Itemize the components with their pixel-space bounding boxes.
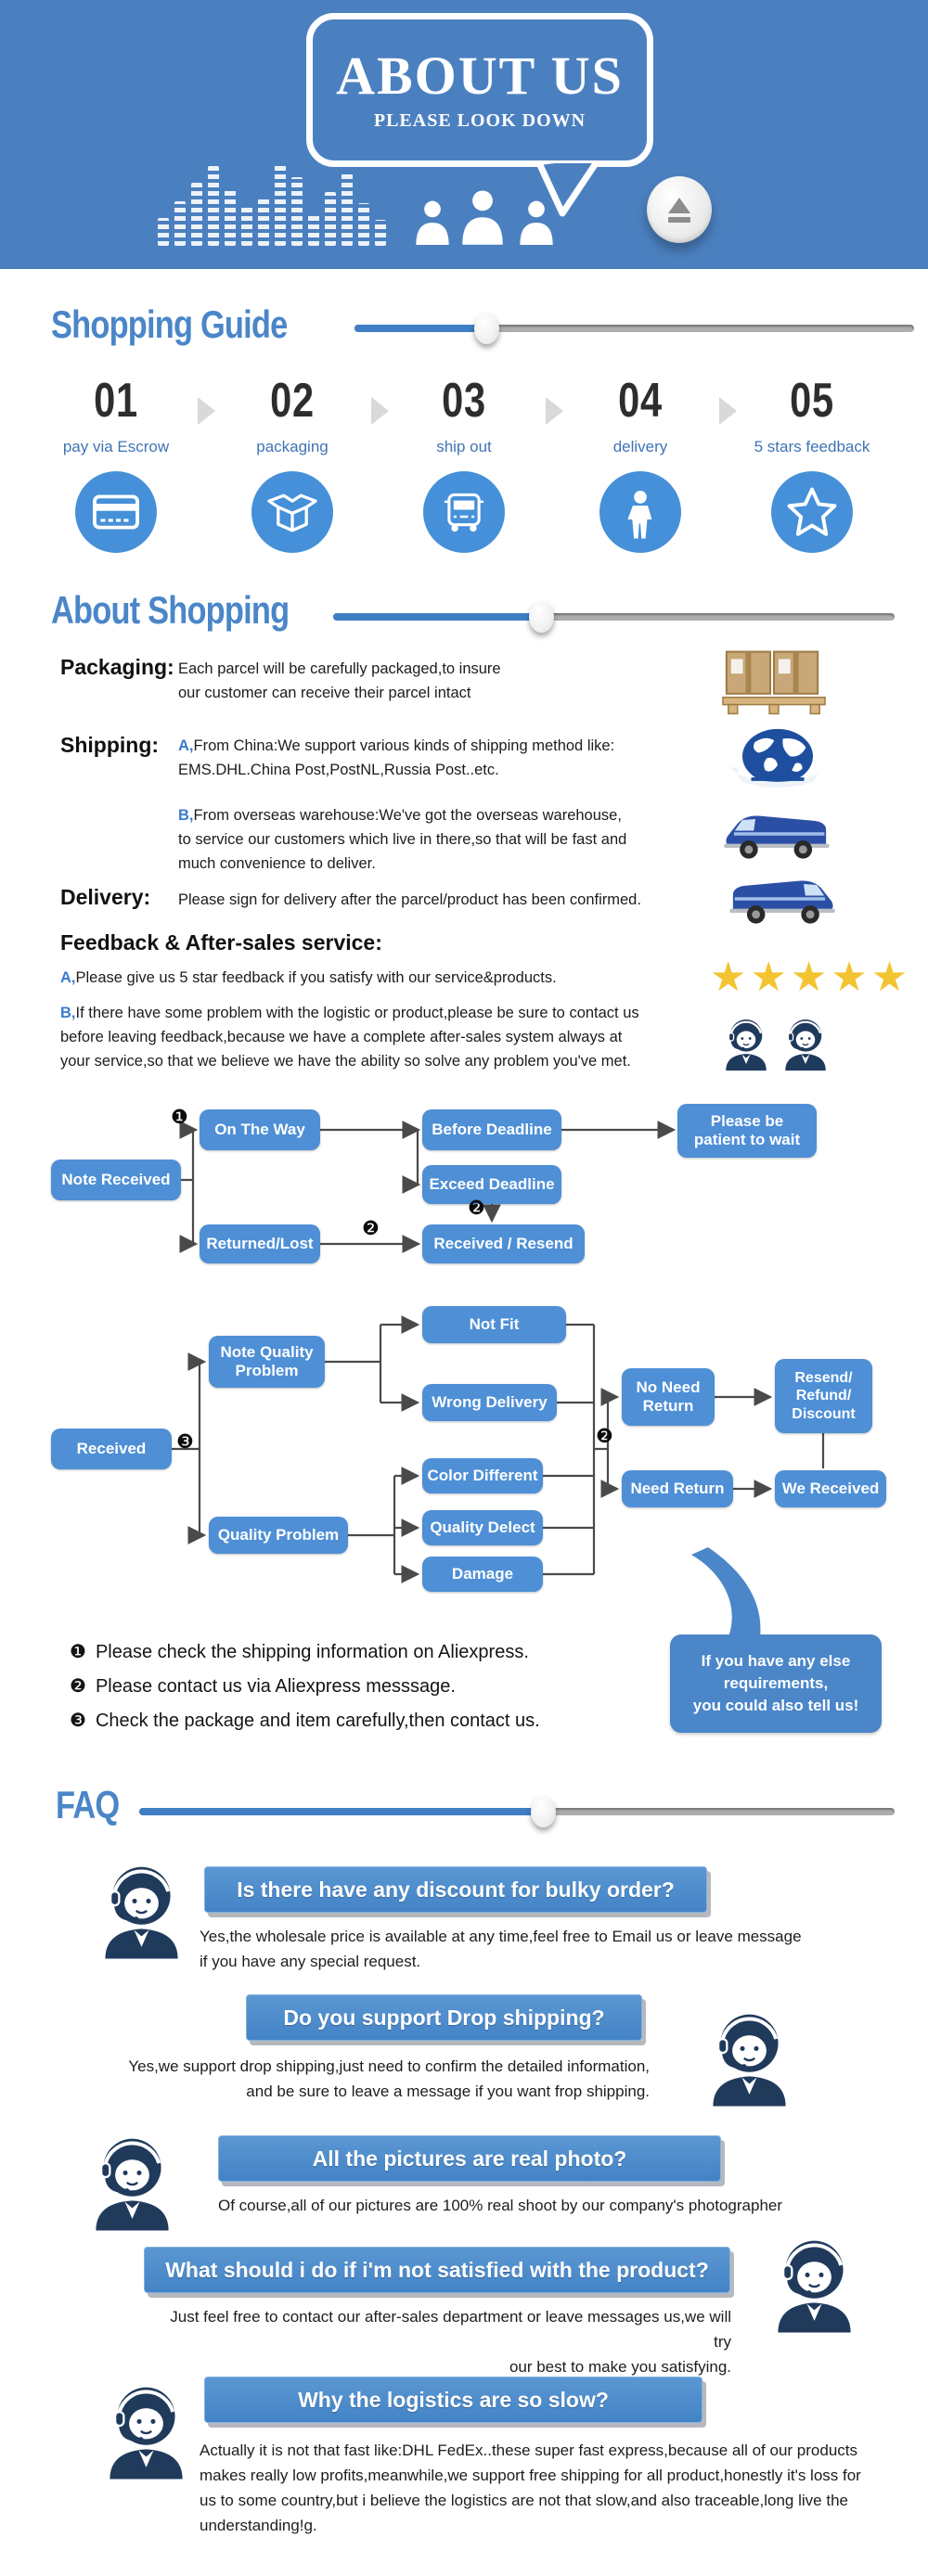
faq-answer xyxy=(200,1924,886,1974)
step-packaging xyxy=(223,373,362,553)
list-marker-a: A, xyxy=(60,969,76,986)
page-subtitle: PLEASE LOOK DOWN xyxy=(373,109,586,131)
marker-1-icon: ❶ xyxy=(70,1642,86,1662)
delivery-text: Please sign for delivery after the parcel/product has been confirmed. xyxy=(178,891,641,908)
text-line: before leaving feedback,because we have a complete after-sales system always at xyxy=(60,1029,623,1045)
credit-card-icon xyxy=(75,471,157,553)
text-line: requirements, xyxy=(723,1674,829,1693)
text-line: to service our customers which live in there,so that will be fast and xyxy=(178,831,627,848)
note-text: Please contact us via Aliexpress messsage. xyxy=(95,1676,456,1697)
list-marker-b: B, xyxy=(60,1005,76,1021)
text-line: Resend/ xyxy=(794,1370,853,1387)
text-line: our customer can receive their parcel intact xyxy=(178,685,471,701)
support-agent-icon xyxy=(88,1851,195,1967)
step-label: 5 stars feedback xyxy=(754,438,870,455)
flow-node-returned-lost: Returned/Lost xyxy=(200,1224,320,1263)
people-group-icon xyxy=(408,178,566,248)
step-delivery xyxy=(571,373,710,553)
text-line: understanding!g. xyxy=(200,2517,317,2534)
tell-us-bubble xyxy=(670,1634,882,1733)
feedback-heading: Feedback & After-sales service: xyxy=(60,930,382,955)
marker-2-icon: ❷ xyxy=(70,1676,86,1697)
text-line: Just feel free to contact our after-sales department or leave messages us,we will try xyxy=(170,2308,731,2351)
flow-node-wrong-delivery: Wrong Delivery xyxy=(422,1384,557,1421)
step-number: 05 xyxy=(790,374,834,428)
delivery-label: Delivery: xyxy=(60,885,151,909)
step-label: pay via Escrow xyxy=(62,438,170,455)
eject-button-icon[interactable] xyxy=(647,176,712,243)
faq-answer xyxy=(200,2438,896,2538)
note-item xyxy=(70,1640,529,1663)
text-line: you could also tell us! xyxy=(692,1696,859,1714)
marker-2-icon: ❷ xyxy=(362,1218,380,1239)
flow-node-quality-problem: Quality Problem xyxy=(209,1517,348,1554)
support-agent-icon xyxy=(79,2122,186,2238)
text-line: Please give us 5 star feedback if you satisfy with our service&products. xyxy=(75,969,557,986)
step-label: delivery xyxy=(612,438,668,455)
flow-node-before-deadline: Before Deadline xyxy=(422,1109,561,1150)
text-line: makes really low profits,meanwhile,we support free shipping for all product,honestly it's loss for xyxy=(200,2467,861,2484)
step-pay-via-escrow xyxy=(46,373,186,553)
faq-question-button[interactable]: What should i do if i'm not satisfied with the product? xyxy=(144,2247,730,2293)
feedback-text-b xyxy=(60,1001,639,1073)
about-shopping-heading: About Shopping xyxy=(51,588,290,632)
flow-node-we-received: We Received xyxy=(775,1470,886,1507)
shipping-text-b xyxy=(178,803,626,876)
truck-front-icon xyxy=(423,471,505,553)
marker-1-icon: ❶ xyxy=(171,1107,188,1128)
text-line: Return xyxy=(642,1397,694,1415)
flow-node-please-wait xyxy=(677,1104,817,1158)
step-label: packaging xyxy=(256,438,329,455)
slider-knob[interactable] xyxy=(529,601,554,633)
faq-question-button[interactable]: Why the logistics are so slow? xyxy=(204,2377,702,2423)
text-line: From overseas warehouse:We've got the overseas warehouse, xyxy=(193,807,622,824)
step-feedback xyxy=(742,373,882,553)
flow-node-damage: Damage xyxy=(422,1557,543,1592)
text-line xyxy=(60,1001,639,1025)
speech-bubble xyxy=(306,13,653,167)
packaging-label: Packaging: xyxy=(60,655,174,679)
step-number: 03 xyxy=(442,374,486,428)
note-item xyxy=(70,1674,456,1698)
pallet-boxes-icon xyxy=(719,645,829,721)
text-line: much convenience to deliver. xyxy=(178,855,376,872)
slider-fill xyxy=(333,613,541,621)
marker-3-icon: ❸ xyxy=(176,1431,194,1453)
text-line xyxy=(178,734,614,758)
faq-answer xyxy=(93,2054,650,2104)
list-marker-b: B, xyxy=(178,807,194,824)
faq-question-button[interactable]: Is there have any discount for bulky order? xyxy=(204,1866,707,1913)
text-line: our best to make you satisfying. xyxy=(509,2358,731,2376)
flow-node-resend-refund-discount xyxy=(775,1359,872,1433)
text-line: Discount xyxy=(792,1405,856,1422)
text-line: Yes,the wholesale price is available at any time,feel free to Email us or leave message xyxy=(200,1928,802,1945)
slider-knob[interactable] xyxy=(531,1796,556,1827)
equalizer-icon xyxy=(158,162,401,246)
text-line: Of course,all of our pictures are 100% real shoot by our company's photographer xyxy=(218,2197,783,2214)
marker-2-icon: ❷ xyxy=(468,1198,485,1219)
chevron-right-icon xyxy=(371,397,389,425)
flow-node-received: Received xyxy=(51,1429,172,1469)
person-icon xyxy=(599,471,681,553)
text-line: Yes,we support drop shipping,just need to confirm the detailed information, xyxy=(128,2057,650,2075)
text-line: Refund/ xyxy=(795,1388,852,1404)
chevron-right-icon xyxy=(198,397,215,425)
flow-node-note-received: Note Received xyxy=(51,1160,181,1200)
globe-plane-icon xyxy=(724,726,831,797)
text-line: us to some country,but i believe the logistics are not that slow,and also traceable,long live the xyxy=(200,2492,848,2509)
text-line: Each parcel will be carefully packaged,to insure xyxy=(178,660,501,677)
marker-3-icon: ❸ xyxy=(70,1711,86,1731)
slider-fill xyxy=(139,1808,543,1815)
slider-fill xyxy=(354,325,486,332)
van-icon xyxy=(716,805,837,863)
step-label: ship out xyxy=(436,438,492,455)
support-agent-icon xyxy=(696,1998,803,2114)
text-line: and be sure to leave a message if you want frop shipping. xyxy=(246,2083,650,2100)
flow-node-no-need-return xyxy=(622,1368,715,1426)
about-shopping-slider[interactable] xyxy=(333,603,895,631)
note-item xyxy=(70,1709,540,1732)
flow-node-not-fit: Not Fit xyxy=(422,1306,566,1343)
flow-node-on-the-way: On The Way xyxy=(200,1109,320,1150)
feedback-text-a xyxy=(60,966,557,990)
star-icon xyxy=(771,471,853,553)
text-line: From China:We support various kinds of shipping method like: xyxy=(193,737,615,754)
support-agent-icon xyxy=(93,2371,200,2487)
flow-node-color-different: Color Different xyxy=(422,1458,543,1493)
page-title: ABOUT US xyxy=(336,45,624,106)
faq-slider[interactable] xyxy=(139,1798,895,1826)
slider-knob[interactable] xyxy=(474,313,499,344)
text-line: patient to wait xyxy=(693,1131,801,1148)
flow-node-note-quality-problem xyxy=(209,1336,325,1388)
flow-node-need-return: Need Return xyxy=(622,1470,733,1507)
header-banner xyxy=(0,0,928,269)
text-line: if you have any special request. xyxy=(200,1953,421,1970)
text-line: Note Quality xyxy=(220,1342,314,1361)
five-stars-icon: ★★★★★ xyxy=(710,955,912,1000)
text-line: Please be xyxy=(710,1111,784,1130)
bubble-tail-swoosh xyxy=(682,1547,793,1640)
faq-question-button[interactable]: All the pictures are real photo? xyxy=(218,2135,721,2182)
step-ship-out xyxy=(394,373,534,553)
agents-pair-icon xyxy=(716,1009,835,1081)
text-line: your service,so that we believe we have the ability so solve any problem you've met. xyxy=(60,1053,631,1070)
text-line: If there have some problem with the logistic or product,please be sure to contact us xyxy=(75,1005,639,1021)
text-line: If you have any else xyxy=(701,1652,851,1671)
flow-node-exceed-deadline: Exceed Deadline xyxy=(422,1165,561,1204)
step-number: 02 xyxy=(270,374,315,428)
shopping-guide-slider[interactable] xyxy=(354,314,914,342)
package-box-icon xyxy=(251,471,333,553)
faq-heading: FAQ xyxy=(56,1783,120,1826)
packaging-text xyxy=(178,657,501,705)
marker-2-icon: ❷ xyxy=(596,1426,613,1447)
text-line: Actually it is not that fast like:DHL FedEx..these super fast express,because all of our products xyxy=(200,2441,857,2459)
note-text: Check the package and item carefully,then contact us. xyxy=(95,1711,540,1731)
flow-node-received-resend: Received / Resend xyxy=(422,1224,585,1263)
shipping-label: Shipping: xyxy=(60,733,160,757)
support-agent-icon xyxy=(761,2224,868,2340)
faq-question-button[interactable]: Do you support Drop shipping? xyxy=(246,1994,642,2041)
text-line: No Need xyxy=(636,1378,701,1396)
step-number: 04 xyxy=(618,374,663,428)
list-marker-a: A, xyxy=(178,737,194,754)
chevron-right-icon xyxy=(546,397,563,425)
faq-answer xyxy=(167,2304,731,2379)
shopping-guide-heading: Shopping Guide xyxy=(51,302,288,346)
van-icon xyxy=(722,870,843,928)
shipping-status-flowchart xyxy=(37,1100,891,1281)
shipping-text-a xyxy=(178,734,614,782)
text-line: EMS.DHL.China Post,PostNL,Russia Post..etc. xyxy=(178,762,499,778)
note-text: Please check the shipping information on Aliexpress. xyxy=(95,1642,529,1662)
faq-answer xyxy=(218,2193,886,2218)
step-number: 01 xyxy=(94,374,138,428)
text-line xyxy=(178,803,626,827)
chevron-right-icon xyxy=(719,397,737,425)
text-line: Problem xyxy=(235,1362,299,1379)
flow-node-quality-delect: Quality Delect xyxy=(422,1510,543,1545)
